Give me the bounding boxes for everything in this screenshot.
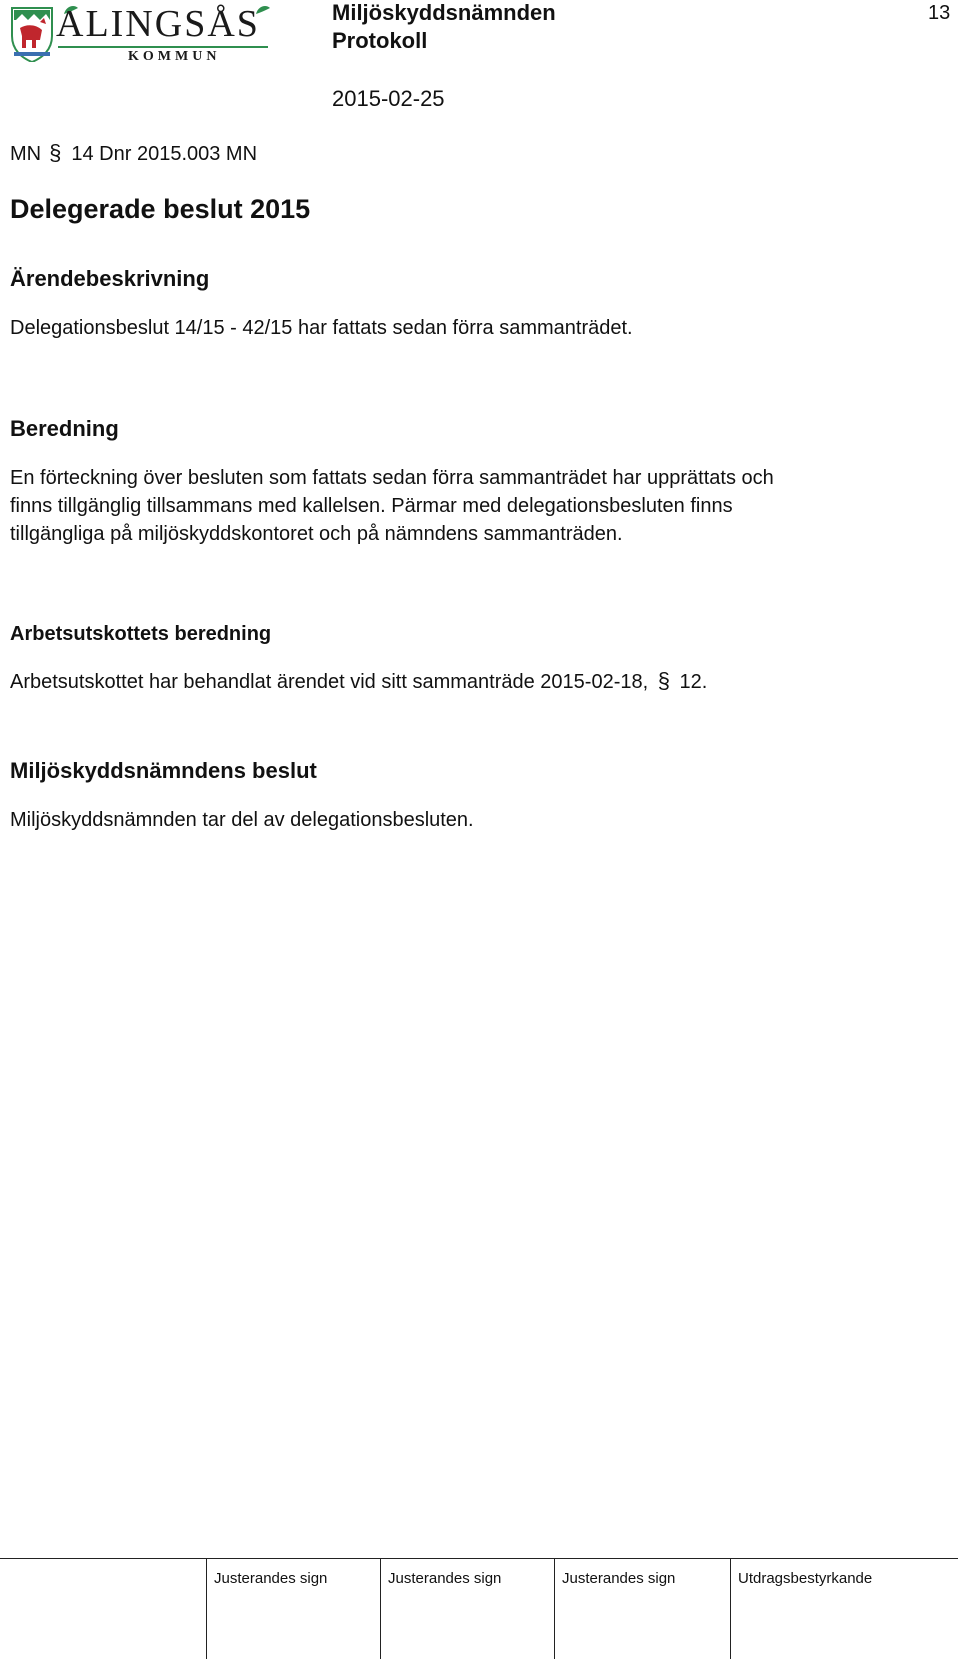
- section-text-arendebeskrivning: [10, 313, 633, 343]
- footer-certification-label: Utdragsbestyrkande: [738, 1570, 873, 1587]
- page-number: 13: [928, 2, 951, 24]
- paragraph-prefix: MN: [10, 143, 42, 165]
- text-before-section: Arbetsutskottet har behandlat ärendet vid sitt sammanträde 2015-02-18,: [10, 671, 649, 693]
- text-line: tillgängliga på miljöskyddskontoret och på nämndens sammanträden.: [10, 523, 623, 545]
- footer-signature-label: Justerandes sign: [562, 1570, 676, 1587]
- text-line: En förteckning över besluten som fattats sedan förra sammanträdet har upprättats och: [10, 467, 774, 489]
- document-type: Protokoll: [332, 28, 428, 53]
- footer-divider: [730, 1558, 731, 1659]
- logo-wordmark: ALINGSÅS: [56, 3, 260, 45]
- text-line: finns tillgänglig tillsammans med kallelsen. Pärmar med delegationsbesluten finns: [10, 495, 733, 517]
- meeting-date: 2015-02-25: [332, 86, 445, 111]
- coat-of-arms-icon: [10, 6, 54, 62]
- logo-rule: [58, 46, 268, 48]
- section-sign: §: [49, 140, 62, 165]
- footer-divider: [206, 1558, 207, 1659]
- text-line: Delegationsbeslut 14/15 - 42/15 har fattats sedan förra sammanträdet.: [10, 317, 633, 339]
- section-heading-arendebeskrivning: Ärendebeskrivning: [10, 266, 210, 291]
- section-text-arbetsutskottets-beredning: [10, 666, 707, 697]
- section-heading-beslut: Miljöskyddsnämndens beslut: [10, 758, 317, 783]
- section-heading-arbetsutskottets-beredning: Arbetsutskottets beredning: [10, 623, 272, 645]
- paragraph-reference: [10, 140, 257, 166]
- footer-signature-label: Justerandes sign: [214, 1570, 328, 1587]
- logo-subtitle: KOMMUN: [128, 49, 221, 64]
- section-heading-beredning: Beredning: [10, 416, 119, 441]
- text-after-section: 12.: [679, 671, 708, 693]
- organization-name: Miljöskyddsnämnden: [332, 0, 556, 25]
- section-text-beredning: [10, 464, 774, 548]
- text-line: Miljöskyddsnämnden tar del av delegationsbesluten.: [10, 809, 474, 831]
- paragraph-number: 14 Dnr 2015.003 MN: [71, 143, 258, 165]
- page-title: Delegerade beslut 2015: [10, 194, 311, 224]
- footer-signature-label: Justerandes sign: [388, 1570, 502, 1587]
- section-text-beslut: [10, 805, 474, 835]
- footer-rule: [0, 1558, 958, 1559]
- section-sign: §: [657, 668, 670, 693]
- footer-divider: [554, 1558, 555, 1659]
- footer-divider: [380, 1558, 381, 1659]
